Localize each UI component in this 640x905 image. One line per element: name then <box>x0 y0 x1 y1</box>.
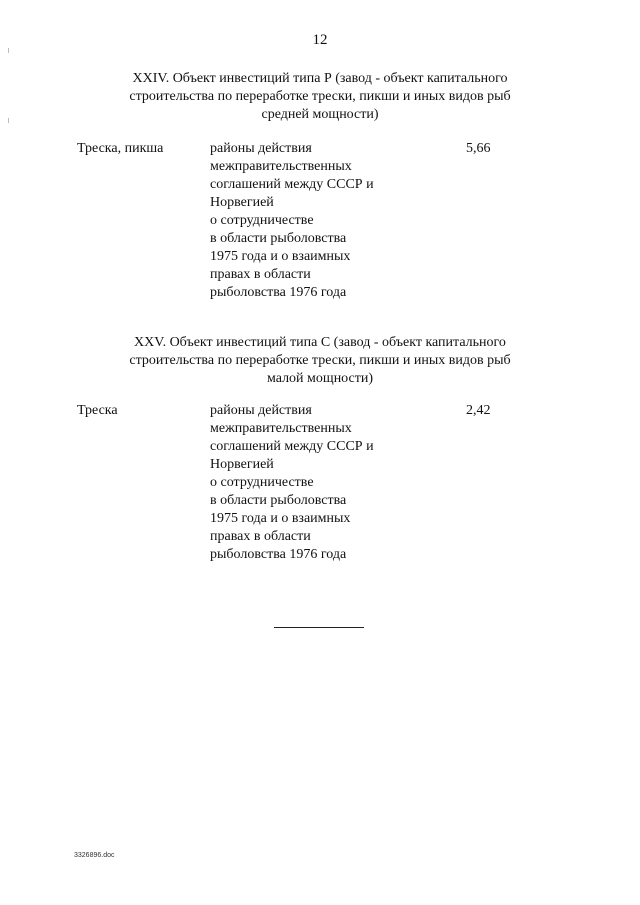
area-line: правах в области <box>210 529 311 544</box>
area-line: Норвегией <box>210 195 274 210</box>
area-line: межправительственных <box>210 421 352 436</box>
area-line: рыболовства 1976 года <box>210 285 347 300</box>
section-heading-xxiv <box>90 70 550 124</box>
area-line: соглашений между СССР и <box>210 177 374 192</box>
area-cell <box>210 402 430 564</box>
area-line: 1975 года и о взаимных <box>210 511 351 526</box>
page-number: 12 <box>312 32 328 48</box>
species-cell: Треска <box>77 403 118 418</box>
value-cell: 5,66 <box>466 141 491 156</box>
area-line: районы действия <box>210 141 312 156</box>
species-cell: Треска, пикша <box>77 141 164 156</box>
area-line: районы действия <box>210 403 312 418</box>
area-line: в области рыболовства <box>210 231 347 246</box>
heading-line: строительства по переработке трески, пикши и иных видов рыб <box>129 89 511 104</box>
document-filename: 3326896.doc <box>74 852 115 859</box>
heading-line: строительства по переработке трески, пикши и иных видов рыб <box>129 353 511 368</box>
heading-line: средней мощности) <box>261 107 379 122</box>
area-line: правах в области <box>210 267 311 282</box>
heading-line: XXV. Объект инвестиций типа С (завод - объект капитального <box>134 335 506 350</box>
heading-line: малой мощности) <box>266 371 374 386</box>
area-line: в области рыболовства <box>210 493 347 508</box>
area-line: соглашений между СССР и <box>210 439 374 454</box>
heading-line: XXIV. Объект инвестиций типа Р (завод - объект капитального <box>132 71 508 86</box>
area-line: о сотрудничестве <box>210 475 314 490</box>
area-line: рыболовства 1976 года <box>210 547 347 562</box>
section-heading-xxv <box>90 334 550 388</box>
margin-mark <box>8 118 9 123</box>
area-line: межправительственных <box>210 159 352 174</box>
area-line: о сотрудничестве <box>210 213 314 228</box>
area-cell <box>210 140 430 302</box>
end-divider <box>274 627 364 628</box>
area-line: Норвегией <box>210 457 274 472</box>
value-cell: 2,42 <box>466 403 491 418</box>
area-line: 1975 года и о взаимных <box>210 249 351 264</box>
